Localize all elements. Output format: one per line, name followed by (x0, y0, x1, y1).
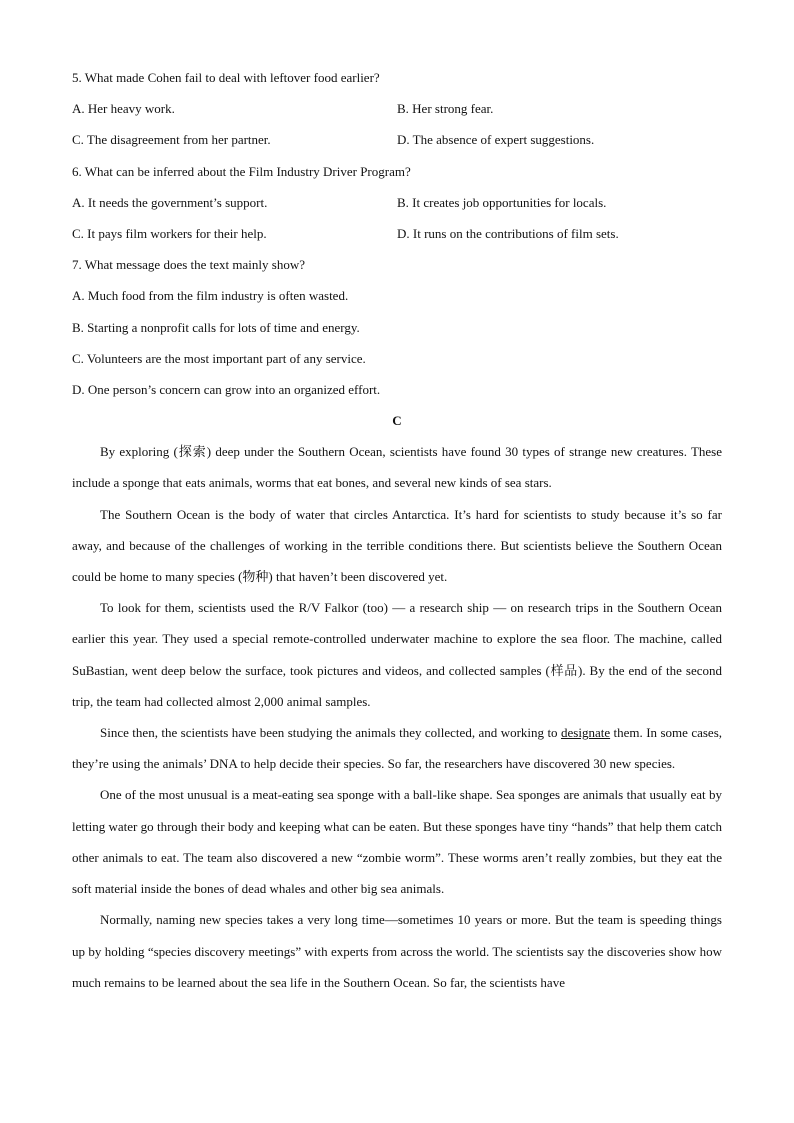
question-5-option-a: A. Her heavy work. (72, 101, 175, 117)
question-6-options-row-1 (72, 187, 722, 218)
question-6-option-d: D. It runs on the contributions of film sets. (397, 225, 619, 241)
question-6-option-a: A. It needs the government’s support. (72, 194, 268, 210)
question-5-option-b: B. Her strong fear. (397, 101, 494, 117)
passage-paragraph-4 (72, 717, 722, 779)
question-5-stem: 5. What made Cohen fail to deal with leftover food earlier? (72, 70, 380, 85)
passage-paragraph-3: To look for them, scientists used the R/V Falkor (too) — a research ship — on research trips in the Southern Ocean earlier this year. They used a special remote-controlled underwater machine to explore the sea floor. The machine, called SuBastian, went deep below the surface, took pictures and videos, and collected samples (样品). By the end of the second trip, the team had collected almost 2,000 animal samples. (72, 600, 722, 709)
question-5-option-c: C. The disagreement from her partner. (72, 132, 271, 148)
question-6-stem: 6. What can be inferred about the Film Industry Driver Program? (72, 163, 411, 179)
question-5-options-row-2 (72, 124, 722, 155)
paragraph-4-text-before: Since then, the scientists have been studying the animals they collected, and working to (100, 725, 561, 741)
question-6-option-c: C. It pays film workers for their help. (72, 225, 267, 241)
section-title: C (392, 413, 402, 429)
passage-paragraph-6: Normally, naming new species takes a very long time—sometimes 10 years or more. But the team is speeding things up by holding “species discovery meetings” with experts from across the world. The scientists say the discoveries show how much remains to be learned about the sea life in the Southern Ocean. So far, the scientists have (72, 912, 722, 990)
question-7-option-b: B. Starting a nonprofit calls for lots of time and energy. (72, 319, 360, 335)
question-6-option-b: B. It creates job opportunities for locals. (397, 194, 607, 210)
underlined-word-designate: designate (561, 725, 611, 741)
question-5-options-row-1 (72, 93, 722, 124)
question-5-option-d: D. The absence of expert suggestions. (397, 132, 595, 148)
question-7-stem: 7. What message does the text mainly show? (72, 257, 305, 273)
question-6-options-row-2 (72, 218, 722, 249)
document-page (72, 62, 722, 998)
question-7-option-a: A. Much food from the film industry is often wasted. (72, 288, 349, 304)
question-7-option-c: C. Volunteers are the most important part of any service. (72, 350, 366, 366)
question-7-option-d: D. One person’s concern can grow into an organized effort. (72, 381, 381, 397)
passage-paragraph-2: The Southern Ocean is the body of water that circles Antarctica. It’s hard for scientists to study because it’s so far away, and because of the challenges of working in the terrible conditions there. But scientists believe the Southern Ocean could be home to many species (物种) that haven’t been discovered yet. (72, 506, 722, 585)
passage-paragraph-5: One of the most unusual is a meat-eating sea sponge with a ball-like shape. Sea sponges are animals that usually eat by letting water go through their body and keeping what can be eaten. But these sponges have tiny “hands” that help them catch other animals to eat. The team also discovered a new “zombie worm”. These worms aren’t really zombies, but they eat the soft material inside the bones of dead whales and other big sea animals. (72, 787, 722, 897)
paragraph-4-text-after: them. In some cases, they’re using the animals’ DNA to help decide their species. So far, the researchers have discovered 30 new species. (72, 725, 722, 772)
passage-paragraph-1: By exploring (探索) deep under the Southern Ocean, scientists have found 30 types of strange new creatures. These include a sponge that eats animals, worms that eat bones, and several new kinds of sea stars. (72, 444, 722, 491)
